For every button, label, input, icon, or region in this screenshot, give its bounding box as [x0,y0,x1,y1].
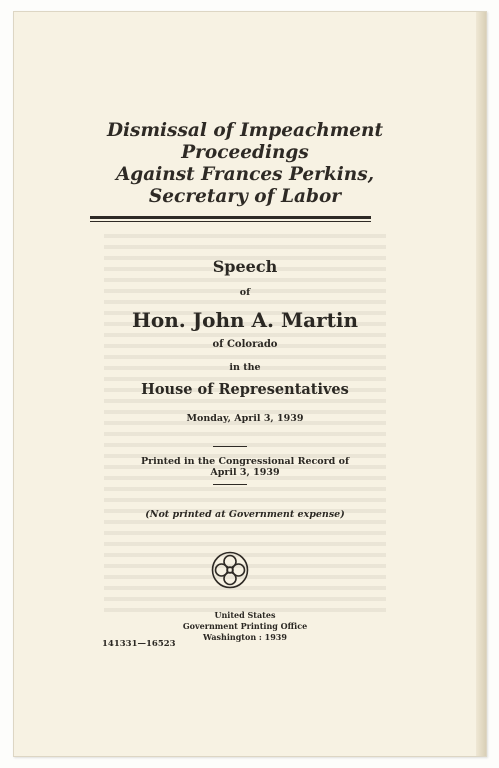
divider-rule [213,484,247,485]
publisher-line-1: United States [214,610,276,620]
page-edge [476,12,486,756]
publisher-line-3: Washington : 1939 [203,632,287,642]
record-line-2: April 3, 1939 [210,467,280,478]
speaker-name: Hon. John A. Martin [131,308,358,332]
document-title [44,120,446,208]
document-page [13,11,487,757]
speech-label: Speech [212,257,278,276]
of-label: of [239,287,251,298]
title-line: Dismissal of Impeachment [106,120,384,141]
chamber-name: House of Representatives [141,381,349,398]
title-line: Proceedings [181,142,309,163]
gpo-ornament-icon [210,550,250,590]
title-line: Against Frances Perkins, [115,164,375,185]
in-the-label: in the [229,362,261,373]
title-rule-thin [90,221,371,222]
title-rule-thick [90,216,371,219]
speaker-state: of Colorado [212,339,278,350]
title-line: Secretary of Labor [148,186,342,207]
job-number: 141331—16523 [102,639,176,649]
expense-note: (Not printed at Government expense) [145,509,345,520]
divider-rule [213,446,247,447]
publisher-line-2: Government Printing Office [182,621,308,631]
record-line-1: Printed in the Congressional Record of [140,456,350,467]
speech-date: Monday, April 3, 1939 [186,413,304,424]
